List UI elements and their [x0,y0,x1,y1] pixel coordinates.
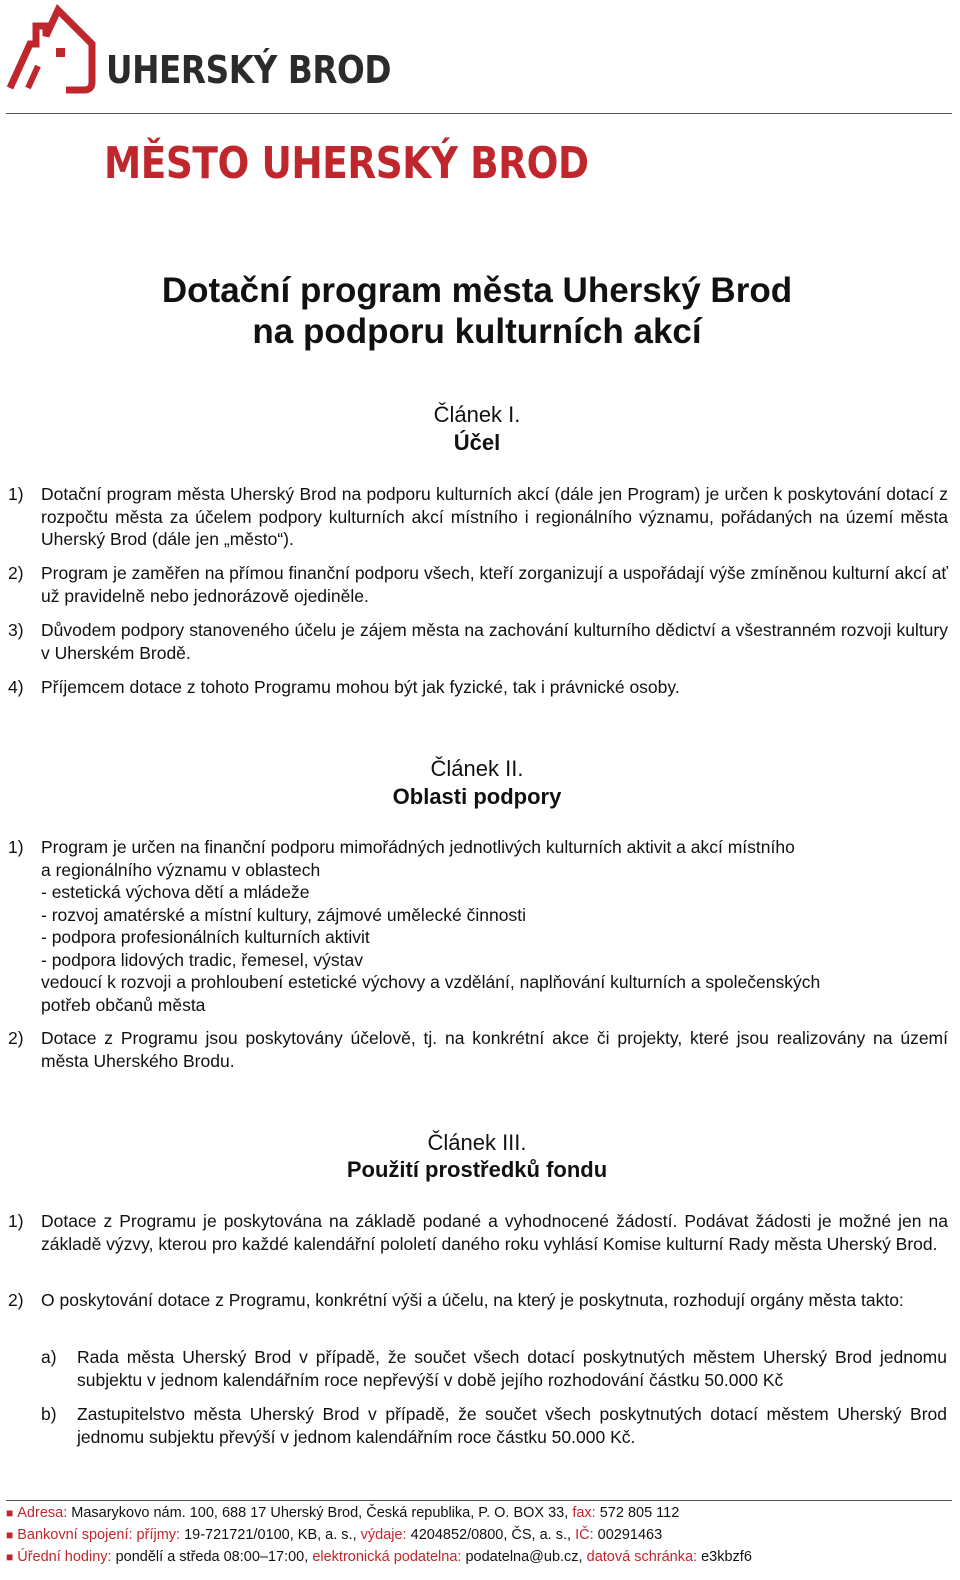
paragraph-text [41,836,948,1016]
city-title: MĚSTO UHERSKÝ BROD [104,138,589,189]
fax-label: fax: [572,1505,596,1521]
title-line-1: Dotační program města Uherský Brod [161,271,793,310]
paragraph-text: Dotace z Programu je poskytována na základě podané a vyhodnocené žádostí. Podávat žádosti je možné jen na základě výzvy, kterou pro každé kalendářní pololetí daného roku vyhlásí Komise kulturní Rady města Uherský Brod. [41,1211,948,1254]
paragraph-text: Příjemcem dotace z tohoto Programu mohou být jak fyzické, tak i právnické osoby. [41,677,680,697]
article-1-name: Účel [453,430,501,455]
title-line-2: na podporu kulturních akcí [252,312,702,351]
article-1-paragraph-4 [8,676,948,699]
article-3-subitem-a [41,1346,947,1391]
list-item: - podpora profesionálních kulturních aktivit [41,927,370,947]
bullet-icon: ■ [6,1506,14,1520]
subitem-letter: a) [41,1347,57,1367]
bullet-icon: ■ [6,1528,14,1542]
article-3-name: Použití prostředků fondu [346,1157,608,1182]
city-logo [6,4,392,104]
article-2-name: Oblasti podpory [392,784,562,809]
paragraph-number: 2) [8,563,24,583]
article-1-paragraph-2 [8,562,948,607]
epodatelna-email[interactable]: podatelna@ub.cz, [465,1549,583,1565]
databox-value: e3kbzf6 [701,1549,752,1565]
footer-divider [6,1500,952,1501]
epodatelna-label: elektronická podatelna: [312,1549,462,1565]
paragraph-text: Dotační program města Uherský Brod na podporu kulturních akcí (dále jen Program) je určen k poskytování dotací z rozpočtu města za účelem podpory kulturních akcí místního i regionálního významu, pořádaných na území města Uherský Brod (dále jen „město“). [41,484,948,549]
list-item: - estetická výchova dětí a mládeže [41,882,310,902]
bank-expenses: 4204852/0800, ČS, a. s., [410,1527,572,1543]
header-divider [6,113,952,114]
subitem-letter: b) [41,1404,57,1424]
bank-label: Bankovní spojení: příjmy: [17,1527,181,1543]
address-value: Masarykovo nám. 100, 688 17 Uherský Brod, Česká republika, P. O. BOX 33, [71,1505,569,1521]
bank-income: 19-721721/0100, KB, a. s., [184,1527,357,1543]
article-2-paragraph-1 [8,836,948,1016]
footer-bank-line [6,1526,662,1544]
article-1-paragraph-1 [8,483,948,551]
paragraph-number: 2) [8,1028,24,1048]
paragraph-number: 4) [8,677,24,697]
article-2-paragraph-2 [8,1027,948,1072]
paragraph-text: Důvodem podpory stanoveného účelu je zájem města na zachování kulturního dědictví a všestranném rozvoji kultury v Uherském Brodě. [41,620,948,663]
paragraph-text: O poskytování dotace z Programu, konkrétní výši a účelu, na který je poskytnuta, rozhodují orgány města takto: [41,1290,904,1310]
databox-label: datová schránka: [586,1549,698,1565]
logo-wordmark: UHERSKÝ BROD [106,48,392,92]
subitem-text: Zastupitelstvo města Uherský Brod v případě, že součet všech poskytnutých dotací městem Uherský Brod jednomu subjektu převýší v jednom kalendářním roce částku 50.000 Kč. [77,1404,947,1447]
paragraph-number: 1) [8,1211,24,1231]
subitem-text: Rada města Uherský Brod v případě, že součet všech dotací poskytnutých městem Uherský Brod jednomu subjektu v jednom kalendářním roce nepřevýší v době jejího rozhodování částku 50.000 Kč [77,1347,947,1390]
paragraph-line: potřeb občanů města [41,994,206,1015]
document-title [0,270,954,352]
paragraph-text: Dotace z Programu jsou poskytovány účelově, tj. na konkrétní akce či projekty, které jsou realizovány na území města Uherského Brodu. [41,1028,948,1071]
paragraph-number: 2) [8,1290,24,1310]
ic-label: IČ: [575,1527,594,1543]
article-3-paragraph-1 [8,1210,948,1255]
paragraph-number: 3) [8,620,24,640]
paragraph-line: Program je určen na finanční podporu mimořádných jednotlivých kulturních aktivit a akcí místního [41,837,795,857]
paragraph-line: a regionálního významu v oblastech [41,859,321,880]
article-1-number: Článek I. [433,402,521,427]
bullet-icon: ■ [6,1550,14,1564]
article-2-number: Článek II. [430,756,524,781]
paragraph-text: Program je zaměřen na přímou finanční podporu všech, kteří zorganizují a uspořádají výše zmíněnou kulturní akcí ať už pravidelně nebo jednorázově ojediněle. [41,563,948,606]
list-item: - podpora lidových tradic, řemesel, výstav [41,949,363,970]
list-item: - rozvoj amatérské a místní kultury, zájmové umělecké činnosti [41,904,526,925]
bank-expenses-label: výdaje: [360,1527,407,1543]
hours-label: Úřední hodiny: [17,1549,112,1565]
hours-value: pondělí a středa 08:00–17:00, [115,1549,309,1565]
footer-address-line [6,1504,679,1522]
ic-value: 00291463 [597,1527,663,1543]
article-1-paragraph-3 [8,619,948,664]
address-label: Adresa: [17,1505,68,1521]
paragraph-number: 1) [8,837,24,857]
fax-value: 572 805 112 [599,1505,680,1521]
footer-hours-line [6,1548,752,1566]
article-3-number: Článek III. [427,1130,527,1155]
paragraph-number: 1) [8,484,24,504]
article-3-subitem-b [41,1403,947,1448]
article-3-paragraph-2 [8,1289,948,1312]
house-logo-icon [6,4,98,96]
paragraph-line: vedoucí k rozvoji a prohloubení estetické výchovy a vzdělání, naplňování kulturních a společenských [41,972,821,992]
